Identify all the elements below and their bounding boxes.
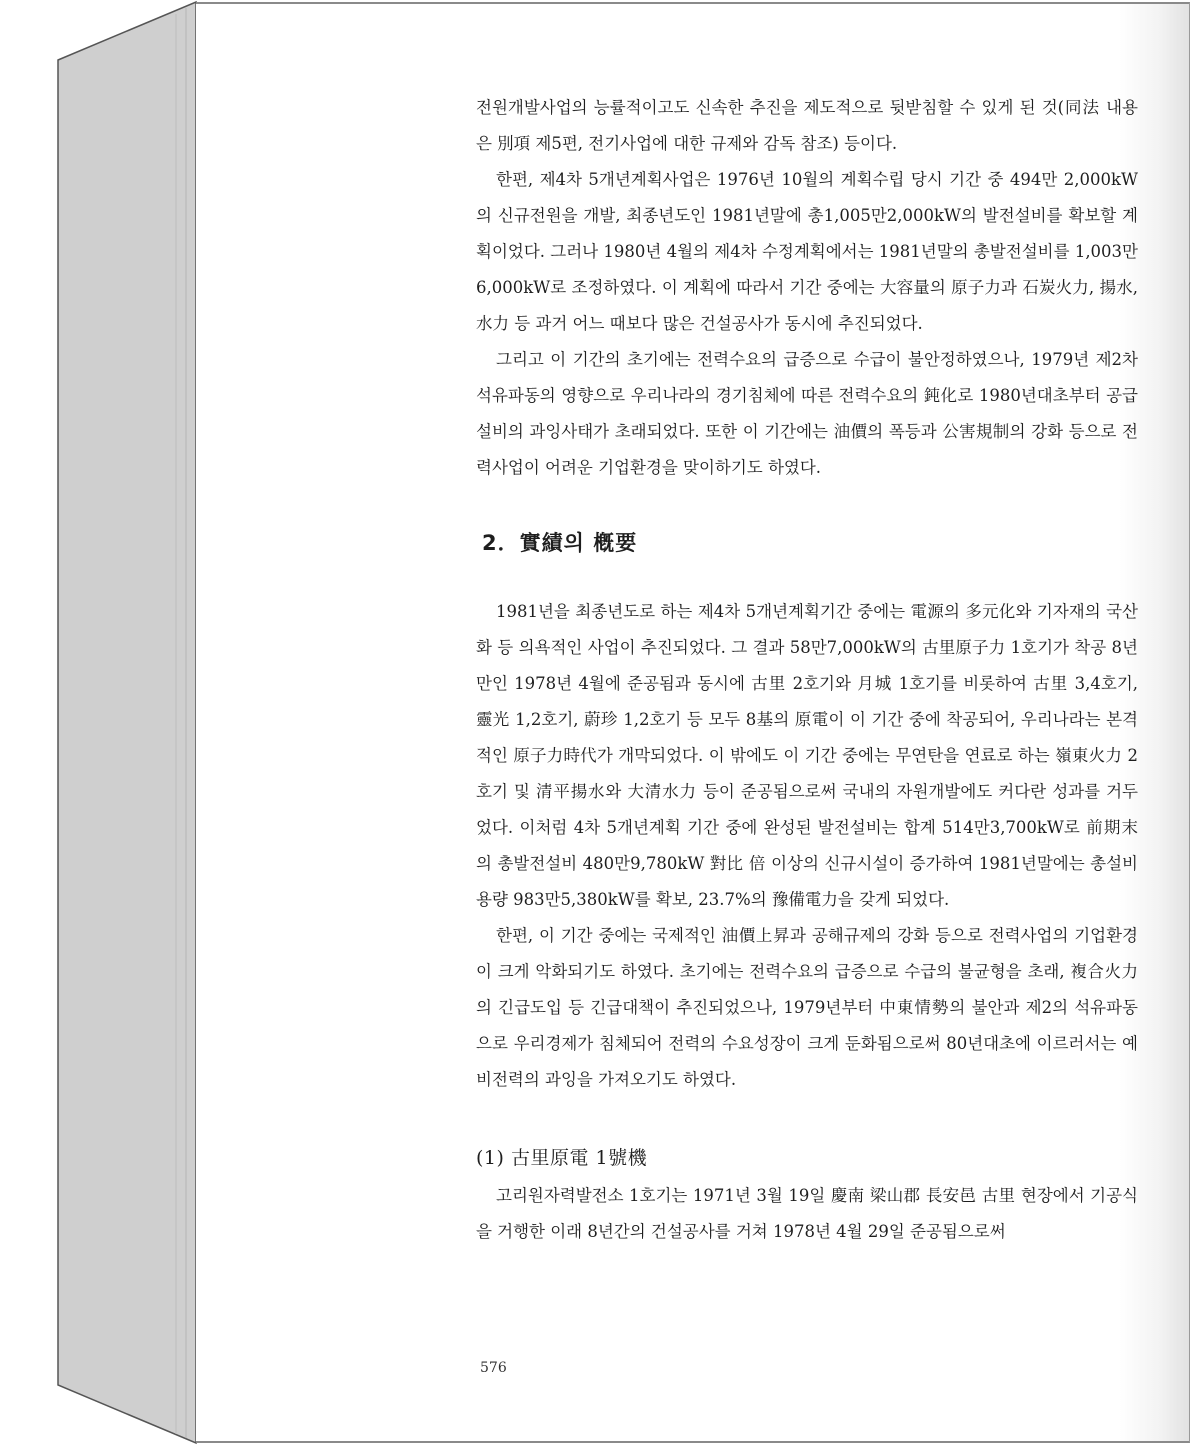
- section-paragraph-2: 한편, 이 기간 중에는 국제적인 油價上昇과 공해규제의 강화 등으로 전력사업의 기업환경이 크게 악화되기도 하였다. 초기에는 전력수요의 급증으로 수급의 불균형을 초래, 複合火力의 긴급도입 등 긴급대책이 추진되었으나, 1979년부터 中東情勢의 불안과 제2의 석유파동으로 우리경제가 침체되어 전력의 수요성장이 크게 둔화됨으로써 80년대초에 이르러서는 예비전력의 과잉을 가져오기도 하였다.: [476, 926, 1138, 1089]
- subsection-paragraph: 고리원자력발전소 1호기는 1971년 3월 19일 慶南 梁山郡 長安邑 古里 현장에서 기공식을 거행한 이래 8년간의 건설공사를 거쳐 1978년 4월 29일 준공됨으로써: [476, 1186, 1138, 1241]
- section-paragraph-1: 1981년을 최종년도로 하는 제4차 5개년계획기간 중에는 電源의 多元化와 기자재의 국산화 등 의욕적인 사업이 추진되었다. 그 결과 58만7,000kW의 古里原子力 1호기가 착공 8년만인 1978년 4월에 준공됨과 동시에 古里 2호기와 月城 1호기를 비롯하여 古里 3,4호기, 靈光 1,2호기, 蔚珍 1,2호기 등 모두 8基의 原電이 이 기간 중에 착공되어, 우리나라는 본격적인 原子力時代가 개막되었다. 이 밖에도 이 기간 중에는 무연탄을 연료로 하는 嶺東火力 2호기 및 清平揚水와 大清水力 등이 준공됨으로써 국내의 자원개발에도 커다란 성과를 거두었다. 이처럼 4차 5개년계획 기간 중에 완성된 발전설비는 합계 514만3,700kW로 前期末의 총발전설비 480만9,780kW 對比 倍 이상의 신규시설이 증가하여 1981년말에는 총설비용량 983만5,380kW를 확보, 23.7%의 豫備電力을 갖게 되었다.: [476, 602, 1138, 909]
- book-block-edge: [0, 0, 200, 1446]
- page-number: 576: [480, 1360, 507, 1376]
- intro-paragraph-3: 그리고 이 기간의 초기에는 전력수요의 급증으로 수급이 불안정하였으나, 1979년 제2차 석유파동의 영향으로 우리나라의 경기침체에 따른 전력수요의 鈍化로 1980년대초부터 공급설비의 과잉사태가 초래되었다. 또한 이 기간에는 油價의 폭등과 公害規制의 강화 등으로 전력사업이 어려운 기업환경을 맞이하기도 하였다.: [476, 350, 1138, 477]
- page-content: [476, 90, 1138, 1250]
- subsection-heading: (1) 古里原電 1號機: [476, 1147, 648, 1169]
- intro-paragraph-2: 한편, 제4차 5개년계획사업은 1976년 10월의 계획수립 당시 기간 중 494만 2,000kW의 신규전원을 개발, 최종년도인 1981년말에 총1,005만2,000kW의 발전설비를 확보할 계획이었다. 그러나 1980년 4월의 제4차 수정계획에서는 1981년말의 총발전설비를 1,003만6,000kW로 조정하였다. 이 계획에 따라서 기간 중에는 大容量의 原子力과 石炭火力, 揚水, 水力 등 과거 어느 때보다 많은 건설공사가 동시에 추진되었다.: [476, 170, 1138, 333]
- section-heading: 2．實績의 槪要: [482, 531, 638, 555]
- intro-paragraph-1: 전원개발사업의 능률적이고도 신속한 추진을 제도적으로 뒷받침할 수 있게 된 것(同法 내용은 別項 제5편, 전기사업에 대한 규제와 감독 참조) 등이다.: [476, 98, 1138, 153]
